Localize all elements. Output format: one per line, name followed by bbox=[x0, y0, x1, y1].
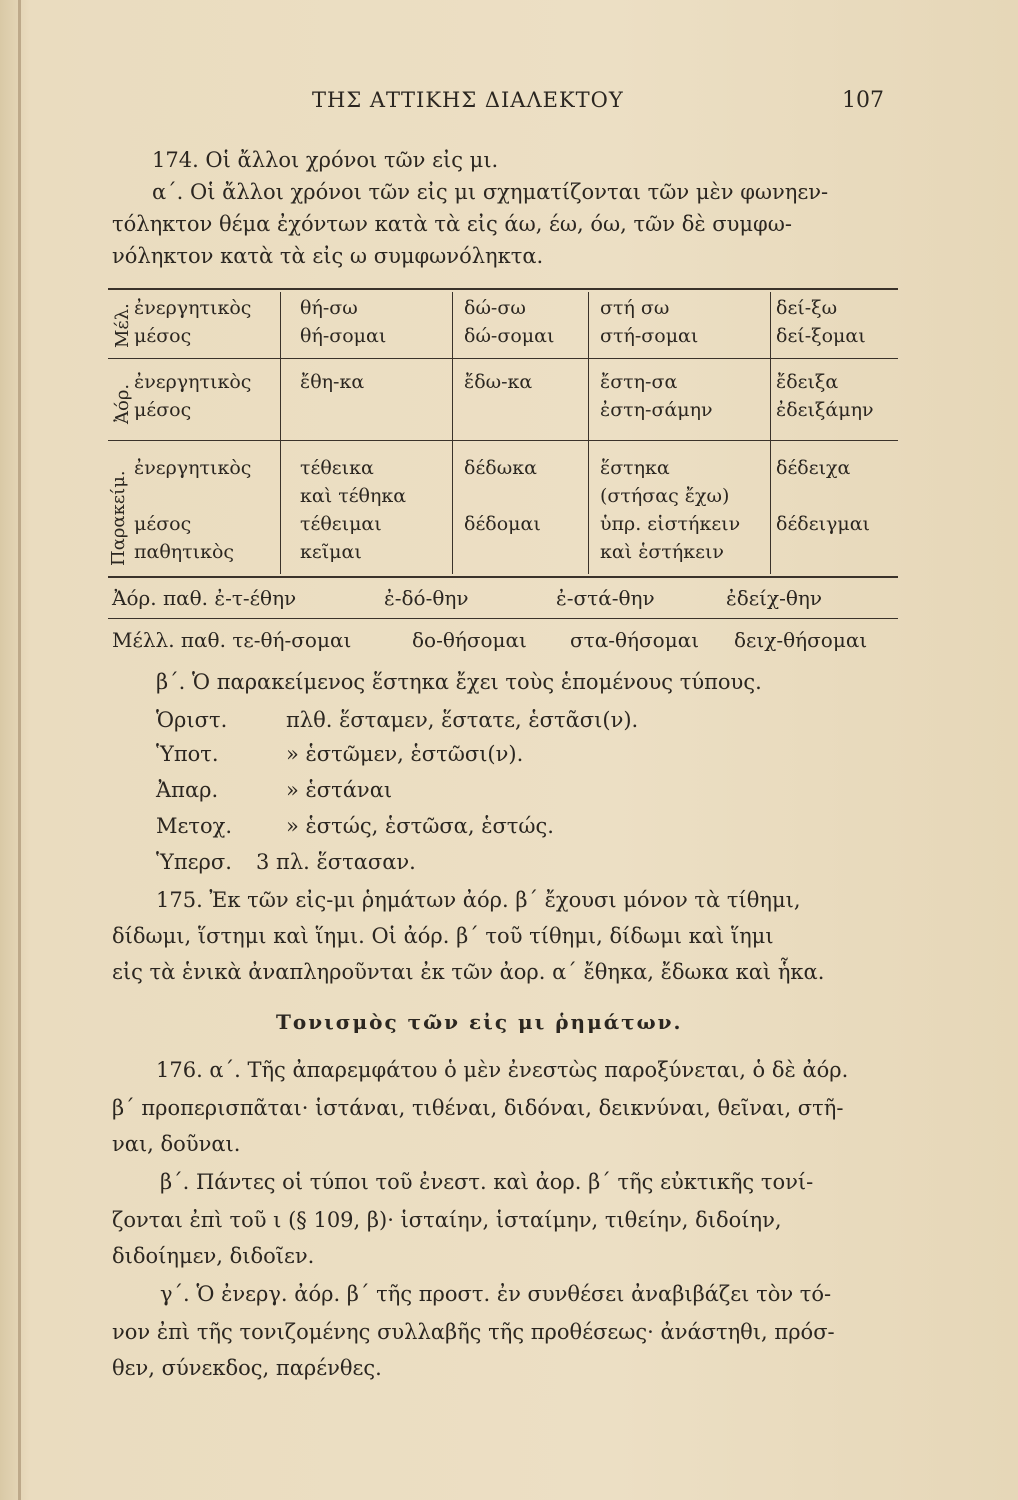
fut-pass-form: στα-θήσομαι bbox=[570, 628, 700, 652]
section-176-line: διδοίημεν, διδοῖεν. bbox=[112, 1244, 315, 1268]
table-cell: δεί-ξω bbox=[776, 297, 838, 319]
table-cell: ἐνεργητικὸς bbox=[134, 371, 252, 393]
form-label: Ἀπαρ. bbox=[156, 778, 219, 802]
section-176-line: ναι, δοῦναι. bbox=[112, 1132, 241, 1156]
table-cell: ἔδειξα bbox=[776, 371, 839, 393]
table-cell: μέσος bbox=[134, 399, 192, 421]
page-number: 107 bbox=[842, 88, 884, 113]
aor-pass-label: Ἀόρ. παθ. ἐ-τ-έθην bbox=[112, 586, 297, 610]
table-cell: δέδειγμαι bbox=[776, 513, 870, 535]
table-cell: δέδωκα bbox=[464, 457, 537, 479]
page-fold-shadow bbox=[18, 0, 21, 1500]
table-group-label: Παρακείμ. bbox=[108, 470, 129, 566]
form-text: 3 πλ. ἕστασαν. bbox=[256, 850, 416, 874]
table-cell: ὑπρ. εἱστήκειν bbox=[600, 513, 741, 535]
aor-pass-form: ἐ-στά-θην bbox=[556, 586, 655, 610]
section-176-line: β΄ προπερισπᾶται· ἱστάναι, τιθέναι, διδόναι, δεικνύναι, θεῖναι, στῆ- bbox=[112, 1096, 844, 1120]
table-cell: τέθειμαι bbox=[300, 513, 382, 535]
section-heading: Τονισμὸς τῶν εἰς μι ῥημάτων. bbox=[276, 1010, 683, 1034]
running-head bbox=[0, 88, 1018, 118]
form-label: Ὁριστ. bbox=[156, 708, 228, 732]
section-175-line: εἰς τὰ ἑνικὰ ἀναπληροῦνται ἐκ τῶν ἀορ. α΄ ἔθηκα, ἔδωκα καὶ ἧκα. bbox=[112, 960, 825, 984]
aor-pass-form: ἐ-δό-θην bbox=[384, 586, 469, 610]
table-cell: ἐστη-σάμην bbox=[600, 399, 713, 421]
section-176-line: β΄. Πάντες οἱ τύποι τοῦ ἐνεστ. καὶ ἀορ. β΄ τῆς εὐκτικῆς τονί- bbox=[160, 1170, 814, 1194]
table-cell: δώ-σομαι bbox=[464, 325, 555, 347]
table-cell: ἐνεργητικὸς bbox=[134, 297, 252, 319]
conjugation-table bbox=[108, 288, 898, 290]
table-column-rule bbox=[280, 292, 281, 574]
section-175-line: δίδωμι, ἵστημι καὶ ἵημι. Οἱ ἀόρ. β΄ τοῦ τίθημι, δίδωμι καὶ ἵημι bbox=[112, 924, 774, 948]
table-cell: δεί-ξομαι bbox=[776, 325, 866, 347]
table-cell: στή σω bbox=[600, 297, 670, 319]
form-label: Μετοχ. bbox=[156, 814, 233, 838]
table-cell: στή-σομαι bbox=[600, 325, 699, 347]
form-text: » ἑστάναι bbox=[286, 778, 393, 802]
table-cell: δέδομαι bbox=[464, 513, 541, 535]
paragraph-line: τόληκτον θέμα ἐχόντων κατὰ τὰ εἰς άω, έω, όω, τῶν δὲ συμφω- bbox=[112, 212, 792, 236]
section-176-line: θεν, σύνεκδος, παρένθες. bbox=[112, 1356, 382, 1380]
table-group-label: Μέλ. bbox=[112, 303, 133, 348]
table-cell: (στήσας ἔχω) bbox=[600, 485, 730, 507]
paragraph-line: νόληκτον κατὰ τὰ εἰς ω συμφωνόληκτα. bbox=[112, 244, 544, 268]
table-cell: ἐδειξάμην bbox=[776, 399, 874, 421]
paragraph-line: α΄. Οἱ ἄλλοι χρόνοι τῶν εἰς μι σχηματίζονται τῶν μὲν φωνηεν- bbox=[152, 180, 829, 204]
section-176-line: ζονται ἐπὶ τοῦ ι (§ 109, β)· ἱσταίην, ἱσταίμην, τιθείην, διδοίην, bbox=[112, 1208, 782, 1232]
paragraph-line: β΄. Ὁ παρακείμενος ἕστηκα ἔχει τοὺς ἑπομένους τύπους. bbox=[156, 670, 762, 694]
section-175-line: 175. Ἐκ τῶν εἰς-μι ῥημάτων ἀόρ. β΄ ἔχουσι μόνον τὰ τίθημι, bbox=[156, 888, 801, 912]
table-cell: κεῖμαι bbox=[300, 541, 362, 563]
fut-pass-form: δο-θήσομαι bbox=[412, 628, 527, 652]
table-rule bbox=[108, 618, 898, 619]
section-176-line: 176. α΄. Τῆς ἀπαρεμφάτου ὁ μὲν ἐνεστὼς παροξύνεται, ὁ δὲ ἀόρ. bbox=[156, 1058, 849, 1082]
table-cell: ἔδω-κα bbox=[464, 371, 533, 393]
table-rule bbox=[108, 440, 898, 441]
fut-pass-form: δειχ-θήσομαι bbox=[734, 628, 868, 652]
form-text: πλθ. ἕσταμεν, ἕστατε, ἑστᾶσι(ν). bbox=[286, 708, 639, 732]
table-cell: καὶ ἑστήκειν bbox=[600, 541, 724, 563]
table-rule bbox=[108, 576, 898, 578]
table-cell: ἔστη-σα bbox=[600, 371, 678, 393]
table-column-rule bbox=[452, 292, 453, 574]
table-cell: καὶ τέθηκα bbox=[300, 485, 407, 507]
table-rule bbox=[108, 358, 898, 359]
table-cell: παθητικὸς bbox=[134, 541, 235, 563]
form-label: Ὑποτ. bbox=[156, 742, 219, 766]
fut-pass-label: Μέλλ. παθ. τε-θή-σομαι bbox=[112, 628, 352, 652]
running-title: ΤΗΣ ΑΤΤΙΚΗΣ ΔΙΑΛΕΚΤΟΥ bbox=[312, 88, 624, 112]
section-176-line: νον ἐπὶ τῆς τονιζομένης συλλαβῆς τῆς προθέσεως· ἀνάστηθι, πρόσ- bbox=[112, 1320, 835, 1344]
table-group-label: Ἀόρ. bbox=[112, 383, 133, 424]
table-cell: μέσος bbox=[134, 325, 192, 347]
table-cell: τέθεικα bbox=[300, 457, 374, 479]
table-cell: ἐνεργητικὸς bbox=[134, 457, 252, 479]
table-cell: ἕστηκα bbox=[600, 457, 670, 479]
form-text: » ἑστώς, ἑστῶσα, ἑστώς. bbox=[286, 814, 554, 838]
form-text: » ἑστῶμεν, ἑστῶσι(ν). bbox=[286, 742, 524, 766]
table-column-rule bbox=[588, 292, 589, 574]
aor-pass-form: ἐδείχ-θην bbox=[726, 586, 823, 610]
table-cell: ἔθη-κα bbox=[300, 371, 365, 393]
table-column-rule bbox=[770, 292, 771, 574]
table-cell: μέσος bbox=[134, 513, 192, 535]
table-cell: δώ-σω bbox=[464, 297, 526, 319]
table-cell: δέδειχα bbox=[776, 457, 851, 479]
section-176-line: γ΄. Ὁ ἐνεργ. ἀόρ. β΄ τῆς προστ. ἐν συνθέσει ἀναβιβάζει τὸν τό- bbox=[160, 1282, 832, 1306]
table-cell: θή-σω bbox=[300, 297, 358, 319]
section-174-title: 174. Οἱ ἄλλοι χρόνοι τῶν εἰς μι. bbox=[152, 148, 499, 172]
form-label: Ὑπερσ. bbox=[156, 850, 232, 874]
table-cell: θή-σομαι bbox=[300, 325, 387, 347]
